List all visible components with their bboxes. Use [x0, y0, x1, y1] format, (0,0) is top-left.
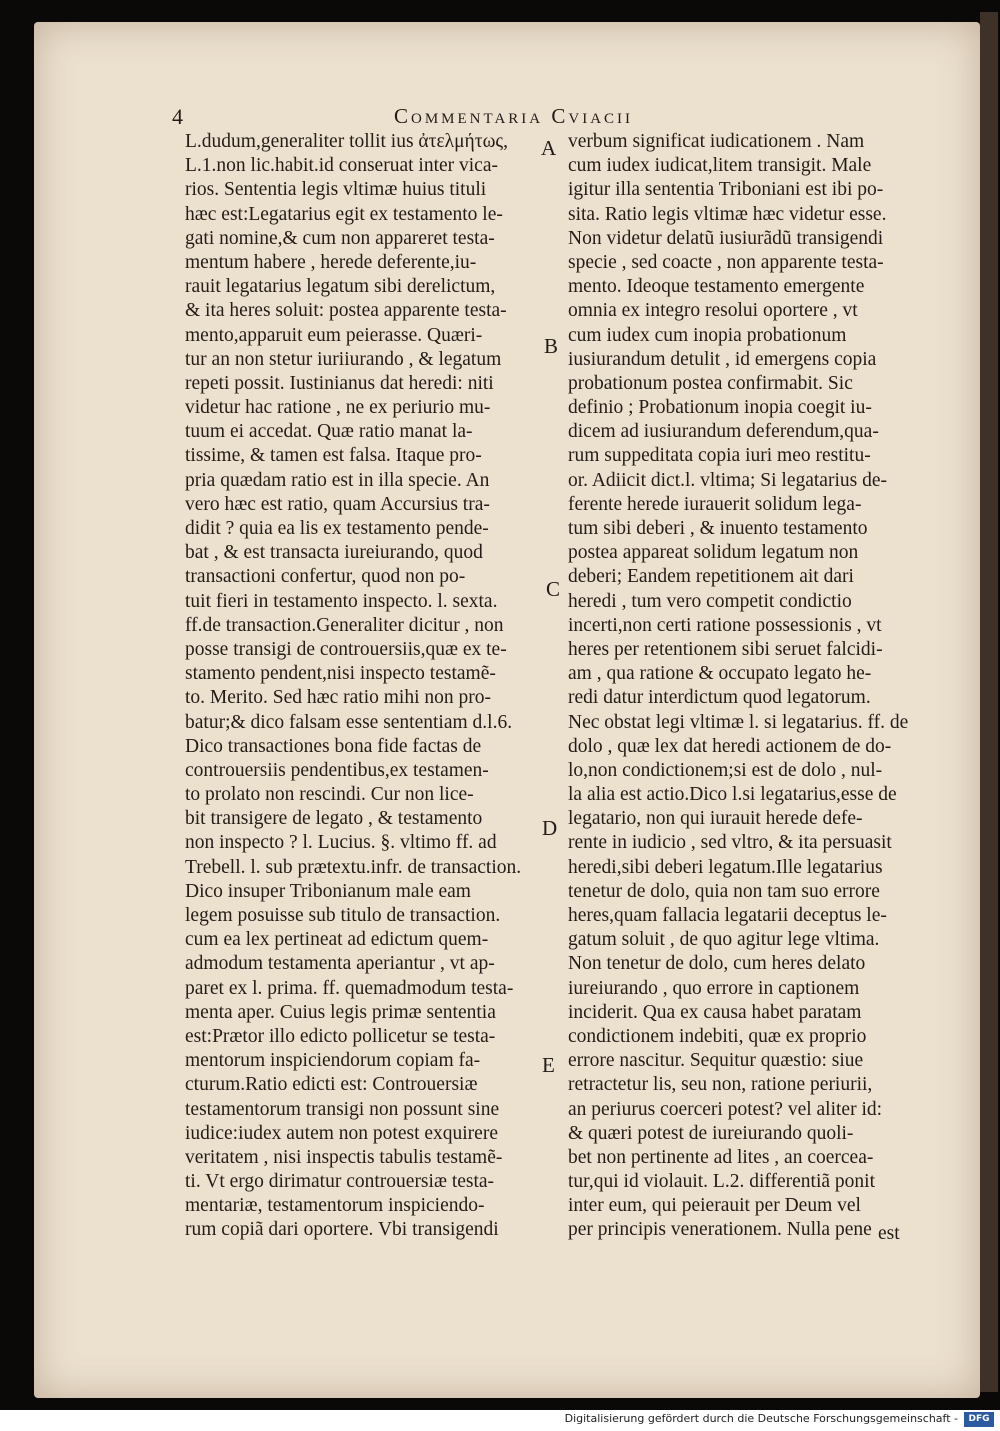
text-line: inciderit. Qua ex causa habet paratam — [568, 1001, 862, 1023]
margin-marker-a: A — [541, 136, 557, 160]
text-line: retractetur lis, seu non, ratione periurii, — [568, 1074, 873, 1096]
text-line: & quæri potest de iureiurando quoli- — [568, 1122, 854, 1144]
text-line: vero hæc est ratio, quam Accursius tra- — [185, 493, 490, 515]
text-line: errore nascitur. Sequitur quæstio: siue — [568, 1050, 864, 1072]
text-line: Dico insuper Tribonianum male eam — [185, 880, 471, 902]
text-line: am , qua ratione & occupato legato he- — [568, 663, 872, 685]
text-line: L.1.non lic.habit.id conseruat inter vica- — [185, 155, 498, 177]
footer-bar — [0, 1410, 1000, 1431]
margin-marker-d: D — [542, 816, 558, 840]
text-line: hæc est:Legatarius egit ex testamento le- — [185, 203, 503, 225]
text-line: rum copiã dari oportere. Vbi transigendi — [185, 1219, 499, 1241]
text-line: Non videtur delatũ iusiurãdũ transigendi — [568, 227, 884, 249]
text-line: per principis venerationem. Nulla pene — [568, 1219, 872, 1241]
text-line: ff.de transaction.Generaliter dicitur , non — [185, 614, 504, 636]
dfg-logo-icon: DFG — [964, 1412, 994, 1427]
text-line: mentorum inspiciendorum copiam fa- — [185, 1050, 481, 1072]
text-line: inter eum, qui peierauit per Deum vel — [568, 1195, 861, 1217]
text-line: non inspecto ? l. Lucius. §. vltimo ff. ad — [185, 832, 497, 854]
text-line: admodum testamenta aperiantur , vt ap- — [185, 953, 495, 975]
text-line: L.dudum,generaliter tollit ius ἀτελμήτως, — [185, 131, 509, 152]
text-line: ti. Vt ergo dirimatur controuersiæ testa- — [185, 1171, 495, 1193]
text-line: mentariæ, testamentorum inspiciendo- — [185, 1195, 485, 1217]
text-line: legatario, non qui iurauit herede defe- — [568, 808, 863, 830]
text-line: gatum soluit , de quo agitur lege vltima. — [568, 929, 880, 951]
margin-marker-e: E — [542, 1053, 555, 1077]
text-line: transactioni confertur, quod non po- — [185, 566, 466, 588]
text-line: paret ex l. prima. ff. quemadmodum testa- — [185, 977, 514, 999]
text-line: omnia ex integro resolui oportere , vt — [568, 300, 858, 322]
text-line: dolo , quæ lex dat heredi actionem de do- — [568, 735, 892, 757]
margin-marker-b: B — [544, 334, 559, 358]
text-line: didit ? quia ea lis ex testamento pende- — [185, 518, 489, 539]
text-line: or. Adiicit dict.l. vltima; Si legatarius de- — [568, 469, 887, 491]
text-line: Non tenetur de dolo, cum heres delato — [568, 953, 866, 975]
funding-notice: Digitalisierung gefördert durch die Deutsche Forschungsgemeinschaft - — [564, 1412, 958, 1425]
text-line: cum ea lex pertineat ad edictum quem- — [185, 929, 489, 951]
text-line: verbum significat iudicationem . Nam — [568, 131, 865, 152]
text-line: heredi,sibi deberi legatum.Ille legatarius — [568, 856, 883, 878]
text-line: rios. Sententia legis vltimæ huius tituli — [185, 179, 487, 201]
text-line: pria quædam ratio est in illa specie. An — [185, 469, 490, 491]
right-text-column — [568, 130, 924, 1243]
text-line: bat , & est transacta iureiurando, quod — [185, 542, 483, 564]
text-line: to. Merito. Sed hæc ratio mihi non pro- — [185, 687, 492, 709]
text-line: dicem ad iusiurandum deferendum,qua- — [568, 421, 879, 443]
text-line: heres per retentionem sibi seruet falcidi- — [568, 638, 883, 660]
text-line: repeti possit. Iustinianus dat heredi: niti — [185, 372, 494, 394]
text-line: heres,quam fallacia legatarii deceptus le- — [568, 905, 887, 926]
text-line: stamento pendent,nisi inspecto testamẽ- — [185, 663, 496, 685]
page-number: 4 — [172, 104, 183, 129]
text-line: cum iudex cum inopia probationum — [568, 324, 847, 346]
text-line: controuersiis pendentibus,ex testamen- — [185, 759, 489, 781]
text-line: definio ; Probationum inopia coegit iu- — [568, 397, 872, 419]
text-line: gati nomine,& cum non appareret testa- — [185, 227, 495, 249]
text-line: deberi; Eandem repetitionem ait dari — [568, 566, 854, 588]
text-line: videtur hac ratione , ne ex periurio mu- — [185, 397, 491, 419]
text-line: tuum ei accedat. Quæ ratio manat la- — [185, 421, 473, 443]
text-line: Trebell. l. sub prætextu.infr. de transaction. — [185, 856, 522, 878]
text-line: bet non pertinente ad lites , an coercea- — [568, 1146, 874, 1168]
left-text-column — [185, 130, 533, 1243]
text-line: Nec obstat legi vltimæ l. si legatarius. ff. de — [568, 711, 909, 733]
text-line: lo,non condictionem;si est de dolo , nul- — [568, 759, 883, 781]
text-line: & ita heres soluit: postea apparente testa- — [185, 300, 507, 322]
text-line: cum iudex iudicat,litem transigit. Male — [568, 155, 872, 177]
text-line: to prolato non rescindi. Cur non lice- — [185, 784, 474, 806]
text-line: tenetur de dolo, quia non tam suo errore — [568, 880, 880, 902]
text-line: tur,qui id violauit. L.2. differentiã ponit — [568, 1171, 876, 1193]
margin-marker-c: C — [546, 577, 561, 601]
text-line: legem posuisse sub titulo de transaction. — [185, 905, 501, 926]
text-line: igitur illa sententia Triboniani est ibi po- — [568, 179, 884, 201]
text-line: tum sibi deberi , & inuento testamento — [568, 518, 868, 539]
text-line: ferente herede iurauerit solidum lega- — [568, 493, 862, 515]
text-line: rauit legatarius legatum sibi derelictum, — [185, 276, 496, 298]
text-line: iudice:iudex autem non potest exquirere — [185, 1122, 498, 1144]
text-line: iureiurando , quo errore in captionem — [568, 977, 860, 999]
text-line: rum suppeditata copia iuri meo restitu- — [568, 445, 871, 467]
text-line: batur;& dico falsam esse sententiam d.l.6. — [185, 711, 513, 733]
text-line: probationum postea confirmabit. Sic — [568, 372, 853, 394]
text-line: an periurus coerceri potest? vel aliter id: — [568, 1098, 883, 1120]
text-line: posse transigi de controuersiis,quæ ex te- — [185, 638, 507, 660]
running-title: Commentaria Cviacii — [394, 104, 634, 128]
text-line: mento,apparuit eum peierasse. Quæri- — [185, 324, 483, 346]
text-line: cturum.Ratio edicti est: Controuersiæ — [185, 1074, 478, 1096]
text-line: mentum habere , herede deferente,iu- — [185, 251, 477, 273]
book-edge — [980, 12, 998, 1392]
text-line: sita. Ratio legis vltimæ hæc videtur esse. — [568, 203, 887, 225]
text-line: postea appareat solidum legatum non — [568, 542, 859, 564]
text-line: menta aper. Cuius legis primæ sententia — [185, 1001, 496, 1023]
catchword: est — [878, 1223, 900, 1244]
text-line: veritatem , nisi inspectis tabulis testamẽ- — [185, 1146, 503, 1168]
text-line: est:Prætor illo edicto pollicetur se testa- — [185, 1025, 496, 1047]
text-line: la alia est actio.Dico l.si legatarius,esse de — [568, 784, 897, 806]
text-line: tissime, & tamen est falsa. Itaque pro- — [185, 445, 482, 467]
text-line: testamentorum transigi non possunt sine — [185, 1098, 500, 1120]
text-line: specie , sed coacte , non apparente testa- — [568, 251, 884, 273]
text-line: tur an non stetur iuriiurando , & legatum — [185, 348, 502, 370]
text-line: redi datur interdictum quod legatorum. — [568, 687, 871, 709]
text-line: incerti,non certi ratione possessionis , vt — [568, 614, 882, 636]
text-line: rente in iudicio , sed vltro, & ita persuasit — [568, 832, 892, 854]
text-line: tuit fieri in testamento inspecto. l. sexta. — [185, 590, 498, 612]
text-line: mento. Ideoque testamento emergente — [568, 276, 865, 298]
text-line: iusiurandum detulit , id emergens copia — [568, 348, 877, 370]
text-line: condictionem indebiti, quæ ex proprio — [568, 1025, 867, 1047]
text-line: bit transigere de legato , & testamento — [185, 808, 483, 830]
text-line: Dico transactiones bona fide factas de — [185, 735, 482, 757]
text-line: heredi , tum vero competit condictio — [568, 590, 852, 612]
